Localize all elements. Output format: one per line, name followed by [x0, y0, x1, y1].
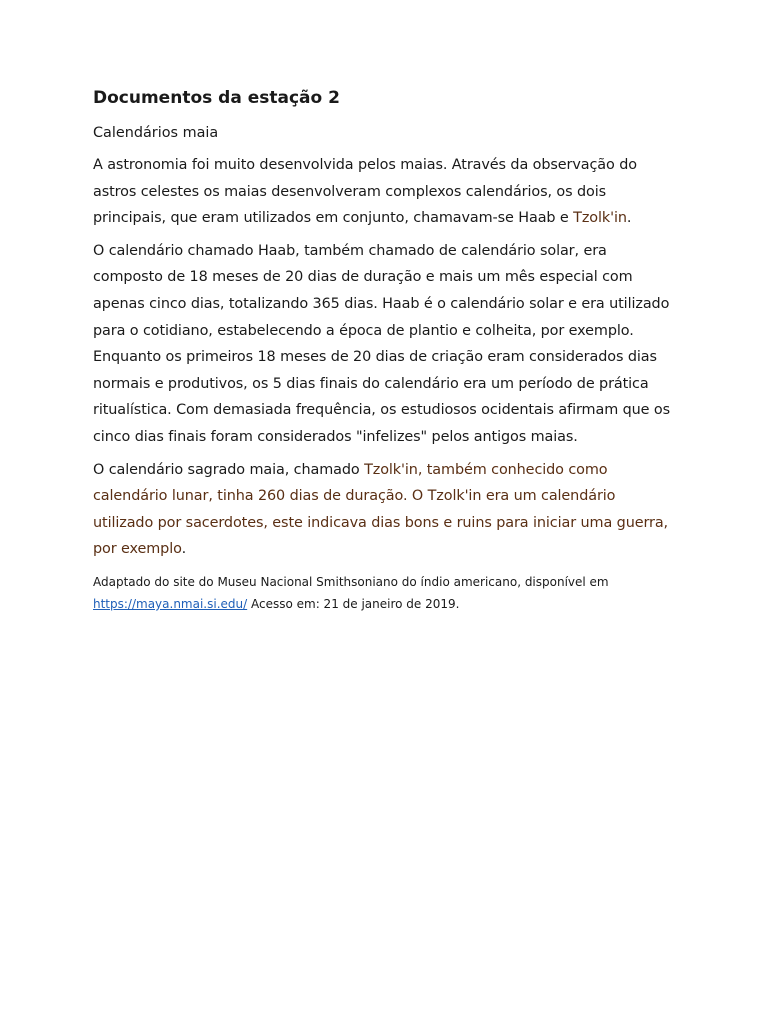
source-link[interactable]: https://maya.nmai.si.edu/	[93, 596, 248, 611]
paragraph-astronomy	[93, 152, 678, 232]
tzolkin-highlight: Tzolk'in	[573, 210, 627, 227]
document-title: Documentos da estação 2	[93, 88, 340, 108]
document-page	[93, 84, 678, 615]
paragraph-astronomy-text: A astronomia foi muito desenvolvida pelos maias. Através da observação do astros celestes os maias desenvolveram complexos calendários, os dois principais, que eram utilizados em conjunto, chamavam-se Haab e	[93, 157, 637, 227]
paragraph-tzolkin	[93, 457, 678, 563]
paragraph-tzolkin-highlight: Tzolk'in, também conhecido como calendário lunar, tinha 260 dias de duração. O Tzolk'in era um calendário utilizado por sacerdotes, este indicava dias bons e ruins para iniciar uma guerra, por exemplo	[93, 461, 669, 558]
source-citation	[93, 571, 678, 615]
source-text: Adaptado do site do Museu Nacional Smithsoniano do índio americano, disponível em	[93, 574, 609, 589]
paragraph-haab: O calendário chamado Haab, também chamado de calendário solar, era composto de 18 meses de 20 dias de duração e mais um mês especial com apenas cinco dias, totalizando 365 dias. Haab é o calendário solar e era utilizado para o cotidiano, estabelecendo a época de plantio e colheita, por exemplo. Enquanto os primeiros 18 meses de 20 dias de criação eram considerados dias normais e produtivos, os 5 dias finais do calendário era um período de prática ritualística. Com demasiada frequência, os estudiosos ocidentais afirmam que os cinco dias finais foram considerados "infelizes" pelos antigos maias.	[93, 242, 670, 445]
document-subtitle: Calendários maia	[93, 125, 219, 141]
paragraph-tzolkin-tail: .	[181, 541, 187, 558]
source-access-date: Acesso em: 21 de janeiro de 2019.	[247, 596, 460, 611]
paragraph-astronomy-tail: .	[626, 210, 632, 227]
paragraph-tzolkin-lead: O calendário sagrado maia, chamado	[93, 461, 365, 478]
